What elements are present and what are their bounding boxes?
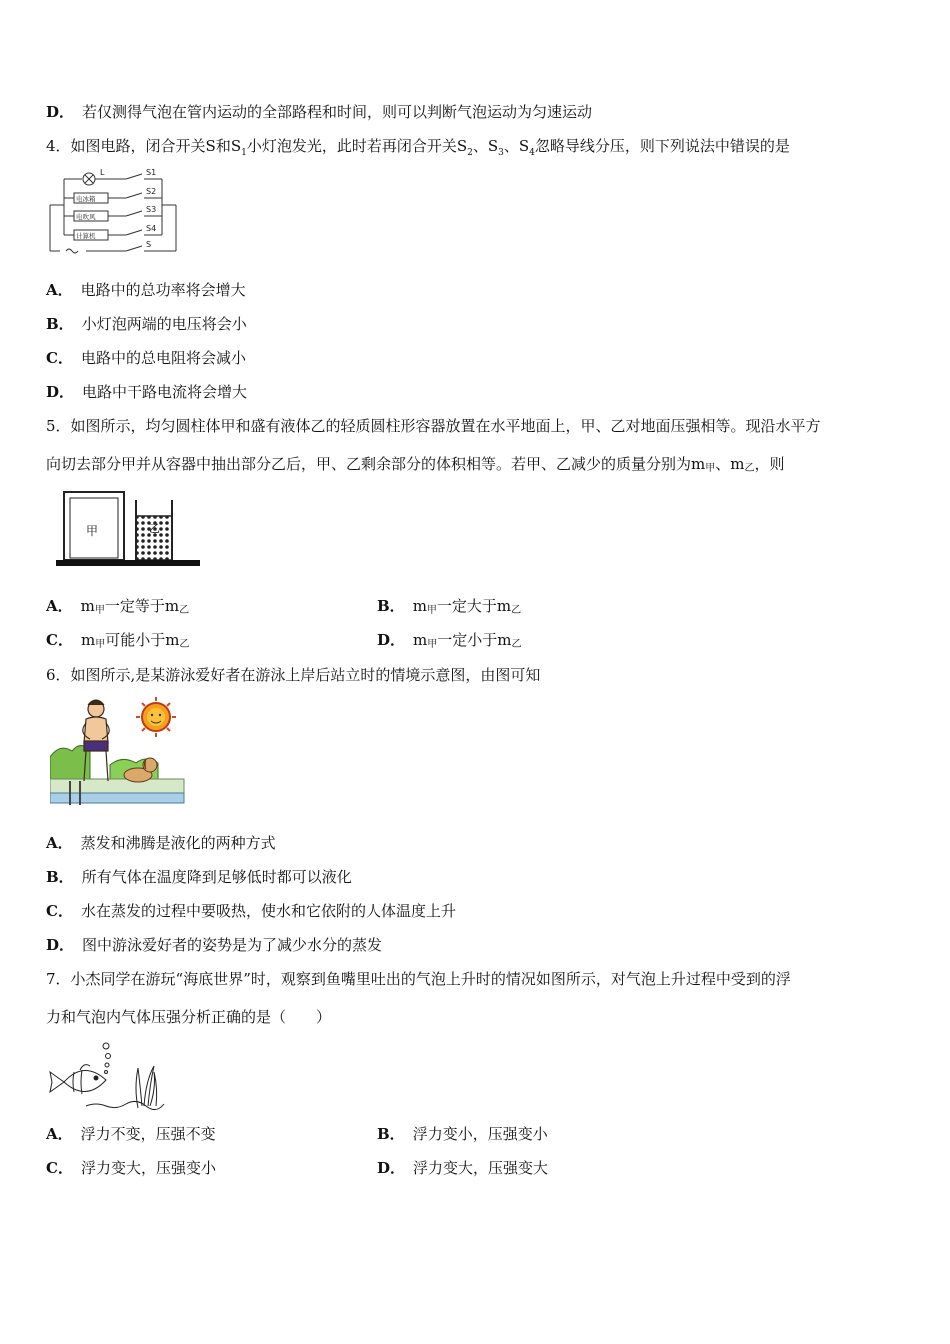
q4-option-d [46, 382, 247, 402]
q5-option-c [46, 630, 189, 655]
q4-stem-part: 小灯泡发光，此时若再闭合开关S [246, 137, 468, 155]
q6-option-b [46, 867, 352, 887]
option-text: 一定大于m [436, 597, 512, 615]
subscript: 乙 [179, 639, 190, 650]
q4-option-b [46, 314, 247, 334]
option-label: B． [46, 868, 74, 886]
q4-stem [46, 136, 790, 163]
fish-bubbles-figure [46, 1040, 166, 1112]
option-text: 图中游泳爱好者的姿势是为了减少水分的蒸发 [82, 936, 383, 954]
device-label: 计算机 [76, 232, 96, 240]
subscript: 甲 [95, 639, 106, 650]
q7-option-b [377, 1124, 548, 1144]
option-label: A． [46, 597, 73, 615]
q6-option-c [46, 901, 456, 921]
subscript: 甲 [705, 463, 716, 474]
option-label: C． [46, 1159, 73, 1177]
switch-label: S2 [146, 187, 157, 196]
q7-option-a [46, 1124, 216, 1144]
q3-option-d [46, 102, 592, 122]
option-label: A． [46, 281, 73, 299]
subscript: 乙 [744, 463, 755, 474]
q7-stem-line2: 力和气泡内气体压强分析正确的是（ ） [46, 1008, 332, 1026]
subscript: 甲 [426, 605, 437, 616]
option-text: 所有气体在温度降到足够低时都可以液化 [81, 868, 352, 886]
option-label: B． [377, 1125, 405, 1143]
option-label: C． [46, 631, 73, 649]
option-text: 电路中的总电阻将会减小 [80, 349, 246, 367]
option-text: 水在蒸发的过程中要吸热，使水和它依附的人体温度上升 [80, 902, 456, 920]
option-text: m [80, 597, 95, 615]
q6-option-a [46, 833, 276, 853]
subscript: 1 [241, 148, 247, 158]
option-text: 浮力不变，压强不变 [80, 1125, 216, 1143]
q5-stem-part: ，则 [754, 455, 785, 473]
subscript: 乙 [179, 605, 190, 616]
q5-option-d [377, 630, 521, 655]
option-text: 电路中的总功率将会增大 [80, 281, 246, 299]
q4-stem-part: 、S [503, 137, 530, 155]
option-label: D． [46, 103, 75, 121]
option-text: m [413, 631, 428, 649]
option-label: D． [377, 1159, 406, 1177]
device-label: 电冰箱 [76, 195, 96, 203]
option-text: 浮力变大，压强变小 [80, 1159, 216, 1177]
device-label: 电吹风 [76, 213, 96, 221]
subscript: 甲 [427, 639, 438, 650]
option-label: B． [46, 315, 74, 333]
fish-icon [50, 1065, 106, 1094]
option-label: D． [46, 383, 75, 401]
q5-option-a [46, 596, 189, 621]
q5-stem-line1: 5．如图所示，均匀圆柱体甲和盛有液体乙的轻质圆柱形容器放置在水平地面上，甲、乙对地面压强相等。现沿水平方 [46, 417, 821, 435]
cylinder-label: 甲 [86, 524, 99, 538]
option-text: m [412, 597, 427, 615]
q7-option-c [46, 1158, 216, 1178]
q5-option-b [377, 596, 521, 621]
q4-option-a [46, 280, 246, 300]
q4-stem-part: 4．如图电路，闭合开关S和S [46, 137, 242, 155]
q7-option-d [377, 1158, 548, 1178]
switch-label: S [146, 240, 152, 249]
option-text: 一定等于m [104, 597, 180, 615]
option-text: 电路中干路电流将会增大 [82, 383, 248, 401]
sun-icon [136, 697, 176, 737]
swimmer-scene-figure [50, 695, 190, 810]
container-label: 乙 [149, 522, 160, 535]
q5-stem-line2 [46, 454, 784, 479]
subscript: 3 [498, 148, 504, 158]
option-text: 可能小于m [105, 631, 180, 649]
option-label: A． [46, 834, 73, 852]
q4-option-c [46, 348, 246, 368]
option-text: m [80, 631, 96, 649]
q5-stem-part: 向切去部分甲并从容器中抽出部分乙后，甲、乙剩余部分的体积相等。若甲、乙减少的质量分别为m [46, 455, 706, 473]
option-label: C． [46, 902, 73, 920]
q6-stem: 6．如图所示,是某游泳爱好者在游泳上岸后站立时的情境示意图，由图可知 [46, 666, 541, 684]
option-text: 蒸发和沸腾是液化的两种方式 [80, 834, 276, 852]
q7-stem-line1: 7．小杰同学在游玩“海底世界”时，观察到鱼嘴里吐出的气泡上升时的情况如图所示，对气泡上升过程中受到的浮 [46, 970, 791, 988]
lamp-label: L [100, 168, 105, 177]
q6-option-d [46, 935, 382, 955]
subscript: 4 [529, 148, 535, 158]
subscript: 乙 [511, 605, 522, 616]
subscript: 2 [467, 148, 473, 158]
q5-stem-part: 、m [715, 455, 745, 473]
option-label: D． [46, 936, 75, 954]
option-label: B． [377, 597, 405, 615]
switch-label: S4 [146, 224, 157, 233]
option-label: D． [377, 631, 406, 649]
option-text: 浮力变小，压强变小 [412, 1125, 548, 1143]
option-label: C． [46, 349, 73, 367]
circuit-diagram [46, 165, 181, 257]
switch-label: S3 [146, 205, 157, 214]
option-text: 若仅测得气泡在管内运动的全部路程和时间，则可以判断气泡运动为匀速运动 [82, 103, 593, 121]
subscript: 甲 [94, 605, 105, 616]
option-label: A． [46, 1125, 73, 1143]
switch-label: S1 [146, 168, 157, 177]
q4-stem-part: 、S [472, 137, 499, 155]
cylinder-container-figure [56, 490, 200, 574]
option-text: 一定小于m [437, 631, 512, 649]
subscript: 乙 [511, 639, 522, 650]
option-text: 浮力变大，压强变大 [413, 1159, 549, 1177]
q4-stem-part: 忽略导线分压，则下列说法中错误的是 [534, 137, 790, 155]
option-text: 小灯泡两端的电压将会小 [81, 315, 247, 333]
